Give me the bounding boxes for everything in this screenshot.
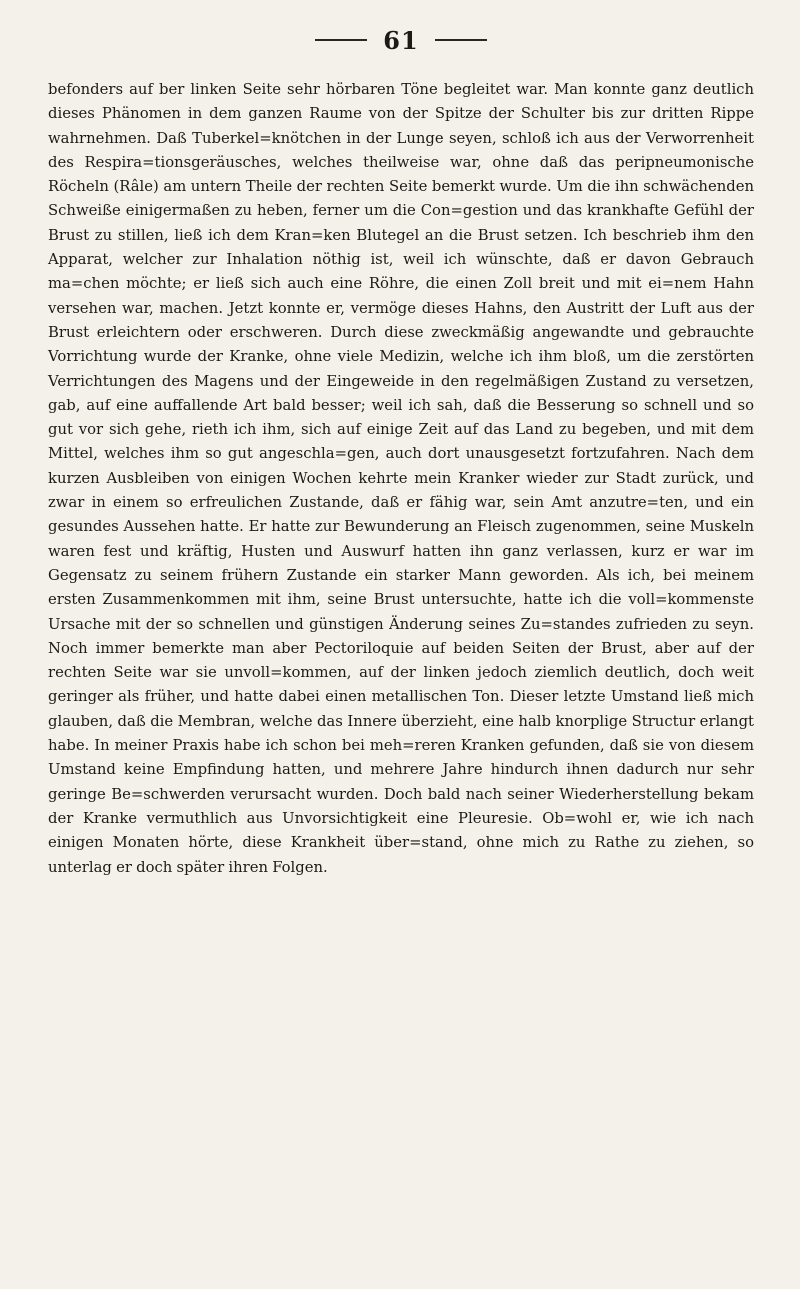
paragraph: befonders auf ber linken Seite sehr hörbaren Töne begleitet war. Man konnte ganz deutlich dieses Phänomen in dem ganzen Raume von der Spitze der Schulter bis zur dritten Rippe wahrnehmen. Daß Tuberkel=knötchen in der Lunge seyen, schloß ich aus der Verworrenheit des Respira=tionsgeräusches, welches theilweise war, ohne daß das peripneumonische Röcheln (Râle) am untern Theile der rechten Seite bemerkt wurde. Um die ihn schwächenden Schweiße einigermaßen zu heben, ferner um die Con=gestion und das krankhafte Gefühl der Brust zu stillen, ließ ich dem Kran=ken Blutegel an die Brust setzen. Ich beschrieb ihm den Apparat, welcher zur Inhalation nöthig ist, weil ich wünschte, daß er davon Gebrauch ma=chen möchte; er ließ sich auch eine Röhre, die einen Zoll breit und mit ei=nem Hahn versehen war, machen. Jetzt konnte er, vermöge dieses Hahns, den Austritt der Luft aus der Brust erleichtern oder erschweren. Durch diese zweckmäßig angewandte und gebrauchte Vorrichtung wurde der Kranke, ohne viele Medizin, welche ich ihm bloß, um die zerstörten Verrichtungen des Magens und der Eingeweide in den regelmäßigen Zustand zu versetzen, gab, auf eine auffallende Art bald besser; weil ich sah, daß die Besserung so schnell und so gut vor sich gehe, rieth ich ihm, sich auf einige Zeit auf das Land zu begeben, und mit dem Mittel, welches ihm so gut angeschla=gen, auch dort unausgesetzt fortzufahren. Nach dem kurzen Ausbleiben von einigen Wochen kehrte mein Kranker wieder zur Stadt zurück, und zwar in einem so erfreulichen Zustande, daß er fähig war, sein Amt anzutre=ten, und ein gesundes Aussehen hatte. Er hatte zur Bewunderung an Fleisch zugenommen, seine Muskeln waren fest und kräftig, Husten und Auswurf hatten ihn ganz verlassen, kurz er war im Gegensatz zu seinem frühern Zustande ein starker Mann geworden. Als ich, bei meinem ersten Zusammenkommen mit ihm, seine Brust untersuchte, hatte ich die voll=kommenste Ursache mit der so schnellen und günstigen Änderung seines Zu=standes zufrieden zu seyn. Noch immer bemerkte man aber Pectoriloquie auf beiden Seiten der Brust, aber auf der rechten Seite war sie unvoll=kommen, auf der linken jedoch ziemlich deutlich, doch weit geringer als früher, und hatte dabei einen metallischen Ton. Dieser letzte Umstand ließ mich glauben, daß die Membran, welche das Innere überzieht, eine halb knorplige Structur erlangt habe. In meiner Praxis habe ich schon bei meh=reren Kranken gefunden, daß sie von diesem Umstand keine Empfindung hatten, und mehrere Jahre hindurch ihnen dadurch nur sehr geringe Be=schwerden verursacht wurden. Doch bald nach seiner Wiederherstellung bekam der Kranke vermuthlich aus Unvorsichtigkeit eine Pleuresie. Ob=wohl er, wie ich nach einigen Monaten hörte, diese Krankheit über=stand, ohne mich zu Rathe zu ziehen, so unterlag er doch später ihren Folgen. (48, 81, 754, 876)
page-number: 61 (383, 25, 419, 55)
body-text (48, 78, 754, 880)
header-rule-left (315, 39, 367, 41)
page-header (48, 12, 754, 68)
header-rule-right (435, 39, 487, 41)
